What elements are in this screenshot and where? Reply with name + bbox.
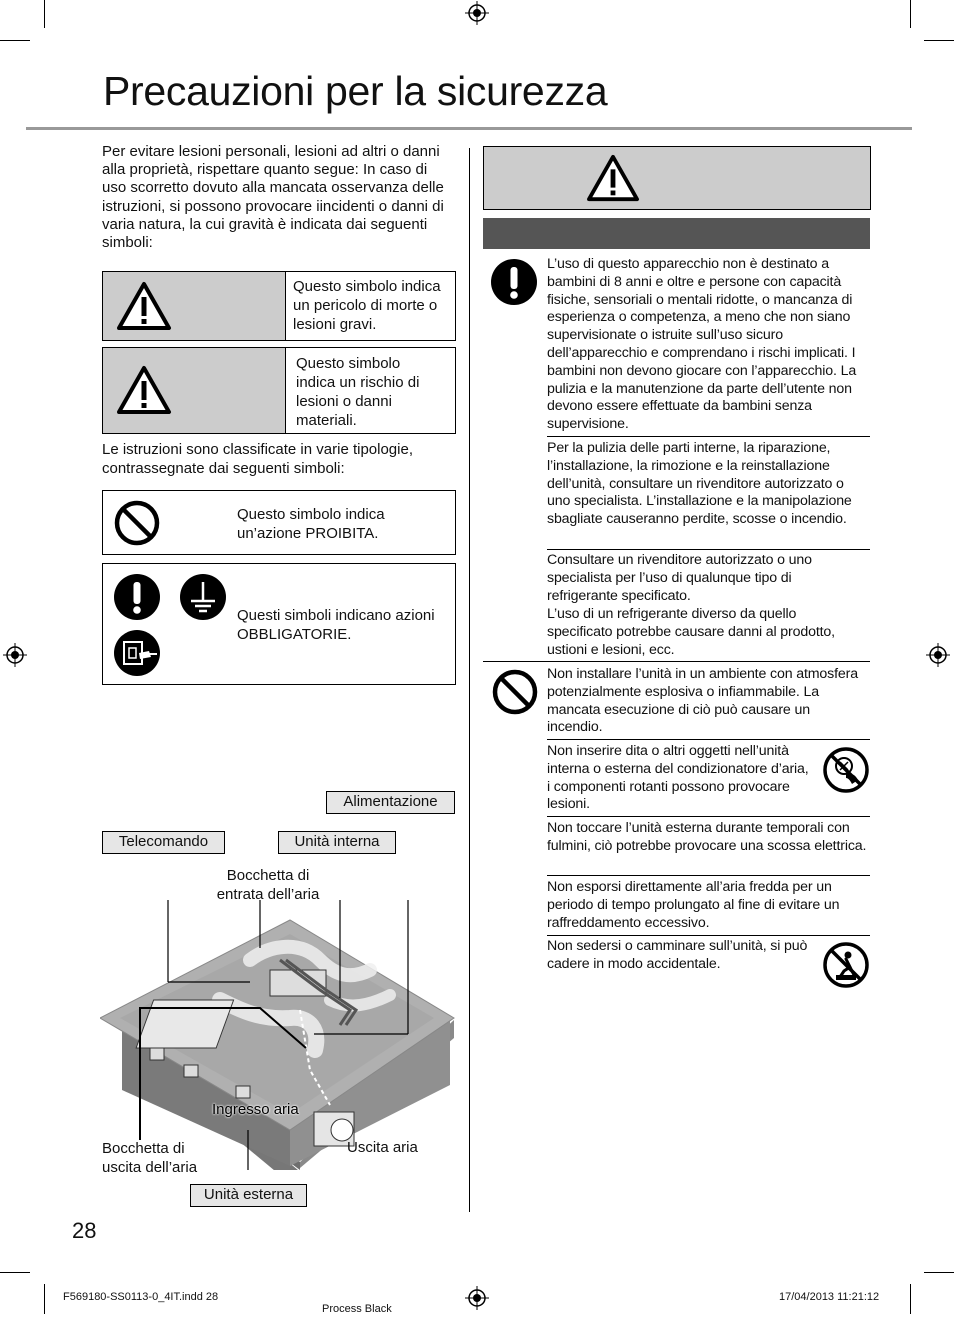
no-climbing-icon [822,941,870,989]
warning-prohibited-1: Non installare l’unità in un ambiente con atmosfera potenzialmente esplosiva o infiammabile. La mancata esecuzione di ciò può causare un incendio. [547,666,858,736]
warning-prohibited-4: Non esporsi direttamente all’aria fredda per un periodo di tempo prolungato al fine di evitare un raffreddamento eccessivo. [547,879,840,931]
page-number: 28 [72,1218,97,1243]
separator [547,549,870,550]
crop-mark [910,1284,911,1314]
label-alimentazione: Alimentazione [326,791,455,814]
warning-header [483,146,871,210]
label-bocchetta-entrata: Bocchetta di entrata dell’aria [216,867,320,903]
separator [483,661,870,662]
warning-symbol-desc: Questo simbolo indica un pericolo di morte o lesioni gravi. [293,278,441,333]
mandatory-symbol-desc: Questi simboli indicano azioni OBBLIGATORIE. [237,607,435,643]
mandatory-exclamation-icon [490,258,538,306]
footer-file: F569180-SS0113-0_4IT.indd 28 [63,1291,219,1303]
separator [547,739,870,740]
section-bar [483,218,870,249]
warning-triangle-icon [584,153,642,203]
label-telecomando: Telecomando [102,831,225,854]
installation-diagram [100,900,460,1170]
warning-mandatory-4: L’uso di un refrigerante diverso da quello specificato potrebbe causare danni al prodotto, ustioni e lesioni, ecc. [547,606,835,658]
prohibited-icon [113,499,161,547]
crop-mark [44,0,45,28]
unplug-icon [113,629,161,677]
footer-date: 17/04/2013 11:21:12 [779,1291,880,1303]
registration-mark-icon [3,643,27,667]
warning-triangle-icon [115,280,173,332]
warning-prohibited-2: Non inserire dita o altri oggetti nell’unità interna o esterna del condizionatore d’aria, i componenti rotanti possono provocare lesioni. [547,743,809,813]
caution-symbol-box [102,347,456,434]
column-divider [469,148,470,1212]
mandatory-symbol-box [102,563,456,685]
crop-mark [924,1272,954,1273]
crop-mark [44,1284,45,1314]
warning-mandatory-3: Consultare un rivenditore autorizzato o uno specialista per l’uso di qualunque tipo di refrigerante specificato. [547,552,812,604]
caution-symbol-desc: Questo simbolo indica un rischio di lesioni o danni materiali. [296,355,420,429]
label-uscita-aria: Uscita aria [347,1139,418,1156]
no-fingers-icon [822,746,870,794]
label-unita-esterna: Unità esterna [190,1184,307,1207]
registration-mark-icon [465,1286,489,1310]
separator [547,436,870,437]
ground-connection-icon [179,573,227,621]
caution-triangle-icon [115,364,173,416]
separator [547,935,870,936]
crop-mark [0,1272,30,1273]
label-ingresso-aria: Ingresso aria [212,1101,299,1118]
label-bocchetta-uscita: Bocchetta di uscita dell’aria [102,1140,198,1176]
warning-mandatory-2: Per la pulizia delle parti interne, la riparazione, l’installazione, la rimozione e la reinstallazione dell’unità, consultare un rivenditore autorizzato o uno specialista. L’installazione e la manipolazione sbagliate causeranno perdite, scosse o incendio. [547,440,852,528]
warning-mandatory-1: L’uso di questo apparecchio non è destinato a bambini di 8 anni e oltre e persone con capacità fisiche, sensoriali o mentali ridotte, o mancanza di esperienza o competenza, a meno che non siano supervisionate o istruite sull’uso sicuro dell’apparecchio e comprendano i rischi implicati. I bambini non devono giocare con l’apparecchio. La pulizia e la manutenzione da parte dell’utente non devono essere effettuate da bambini senza supervisione. [547,256,857,433]
prohibited-icon [491,668,539,716]
crop-mark [924,40,954,41]
separator [547,816,870,817]
label-unita-interna: Unità interna [278,831,396,854]
registration-mark-icon [465,1,489,25]
warning-prohibited-3: Non toccare l’unità esterna durante temporali con fulmini, ciò potrebbe provocare una scossa elettrica. [547,820,867,854]
mandatory-exclamation-icon [113,573,161,621]
warning-symbol-box [102,271,456,341]
warning-prohibited-5: Non sedersi o camminare sull’unità, si può cadere in modo accidentale. [547,938,808,972]
prohibited-symbol-box [102,490,456,555]
crop-mark [0,40,30,41]
title-rule [26,127,912,130]
page-title: Precauzioni per la sicurezza [103,68,608,114]
crop-mark [910,0,911,28]
prohibited-symbol-desc: Questo simbolo indica un’azione PROIBITA. [237,506,385,542]
classify-text: Le istruzioni sono classificate in varie tipologie, contrassegnate dai seguenti simboli: [102,441,413,477]
separator [547,875,870,876]
registration-mark-icon [926,643,950,667]
footer-process: Process Black [322,1303,392,1315]
intro-text: Per evitare lesioni personali, lesioni ad altri o danni alla proprietà, rispettare quanto segue: In caso di uso scorretto dovuto alla mancata osservanza delle istruzioni, si possono provocare iincidenti o danni di varia natura, la cui gravità è indicata dai seguenti simboli: [102,143,444,252]
